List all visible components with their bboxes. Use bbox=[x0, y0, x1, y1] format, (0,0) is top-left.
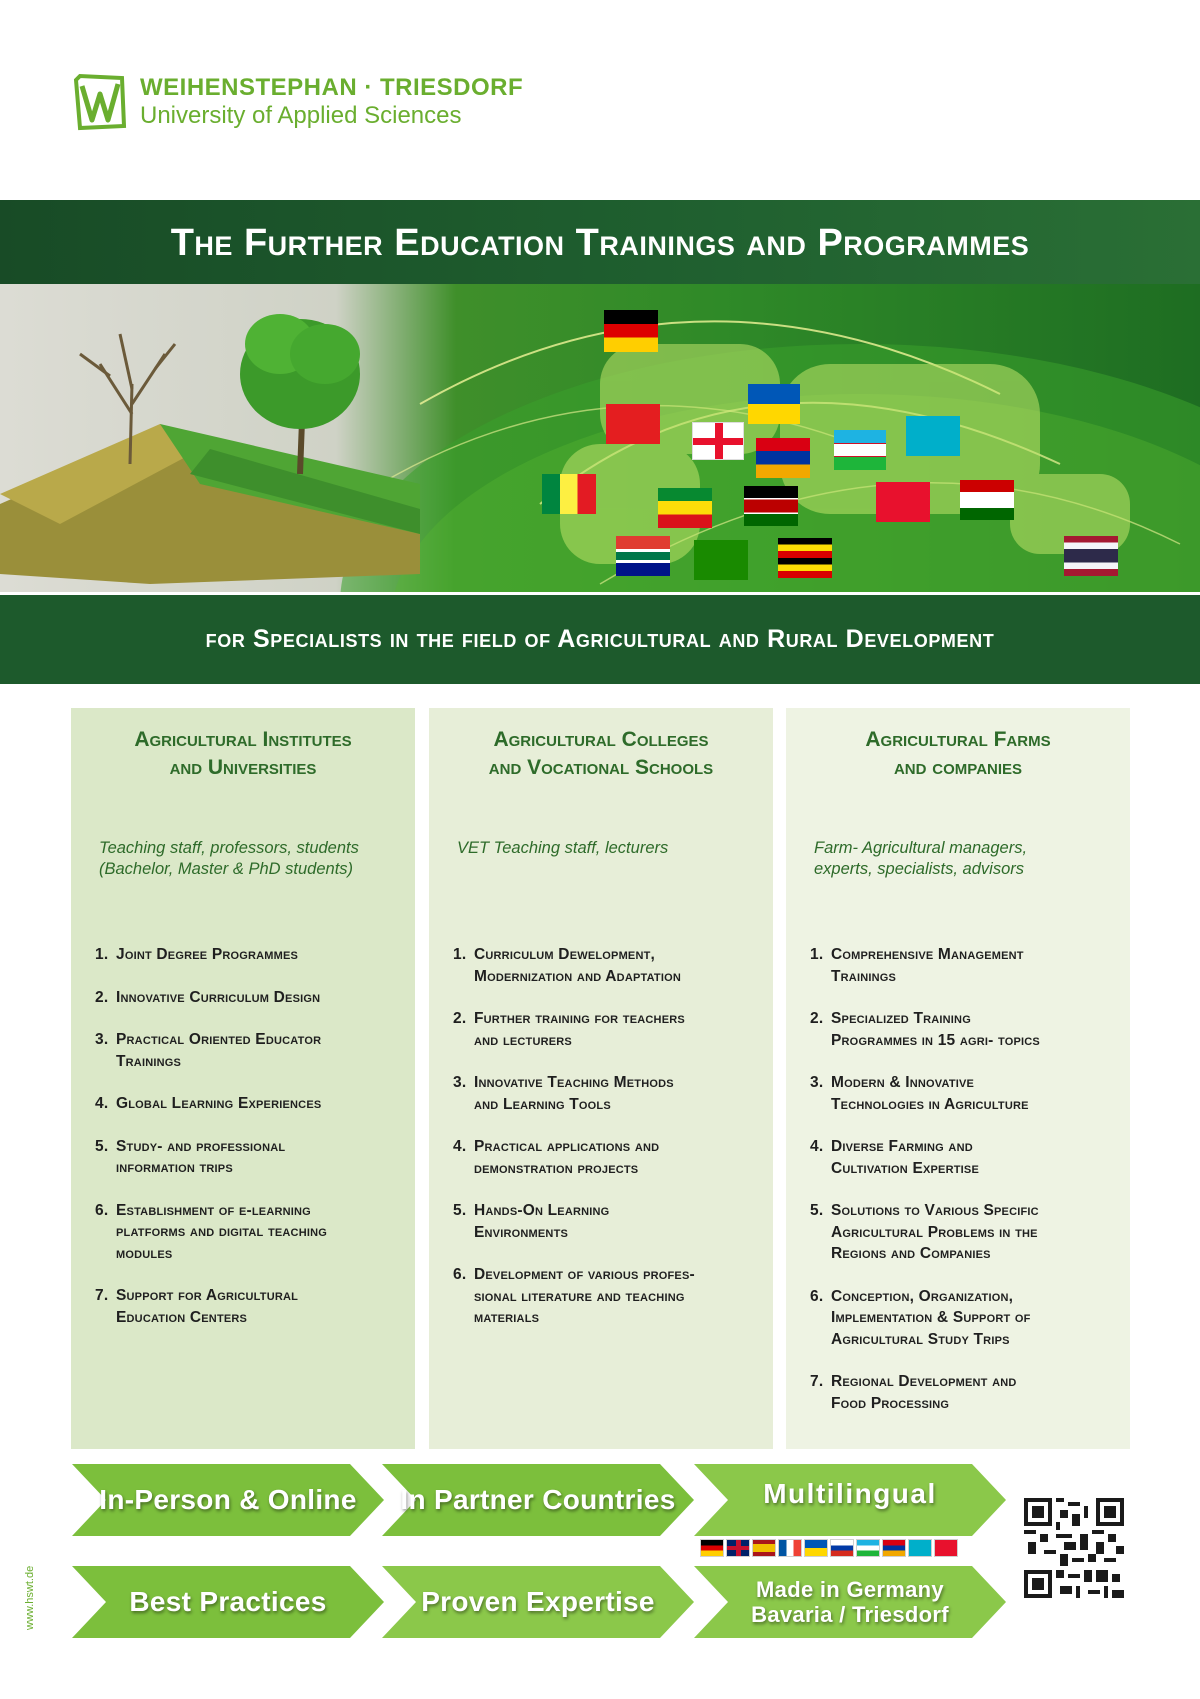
hero-banner bbox=[0, 200, 1200, 684]
list-item: 4. Practical applications and demonstration projects bbox=[453, 1138, 660, 1177]
flag-south-africa bbox=[616, 536, 670, 576]
feature-partner-countries bbox=[382, 1464, 694, 1536]
website-url[interactable]: www.hswt.de bbox=[24, 1565, 36, 1630]
column-title bbox=[810, 726, 1106, 796]
banner-title: The Further Education Trainings and Programmes bbox=[170, 222, 1030, 264]
audience-line: (Bachelor, Master & PhD students) bbox=[99, 860, 354, 878]
flag-uzbekistan bbox=[856, 1539, 880, 1557]
audience-line: Teaching staff, professors, students bbox=[99, 839, 359, 857]
banner-illustration bbox=[0, 284, 1200, 592]
list-item: 4. Global Learning Experiences bbox=[95, 1095, 322, 1112]
feature-best-practices bbox=[72, 1566, 384, 1638]
list-item: 6. Establishment of e-learning platforms and digital teaching modules bbox=[95, 1201, 327, 1262]
qr-code-icon[interactable] bbox=[1024, 1498, 1124, 1598]
flag-germany bbox=[604, 310, 658, 352]
feature-in-person-online bbox=[72, 1464, 384, 1536]
flag-armenia bbox=[882, 1539, 906, 1557]
flag-thailand bbox=[1064, 536, 1118, 576]
feature-label: In-Person & Online bbox=[99, 1484, 357, 1515]
university-logo bbox=[72, 72, 523, 132]
flag-armenia bbox=[756, 438, 810, 478]
feature-multilingual bbox=[694, 1464, 1006, 1536]
list-item: 4. Diverse Farming and Cultivation Expertise bbox=[810, 1138, 979, 1177]
audience-line: Farm- Agricultural managers, bbox=[814, 839, 1028, 857]
flag-uzbekistan bbox=[834, 430, 886, 470]
flag-kyrgyzstan bbox=[934, 1539, 958, 1557]
logo-subtitle: University of Applied Sciences bbox=[140, 102, 462, 129]
feature-made-in-germany bbox=[694, 1566, 1006, 1638]
column-audience bbox=[810, 838, 1106, 944]
list-item: 7. Regional Development and Food Processing bbox=[810, 1373, 1017, 1412]
feature-proven-expertise bbox=[382, 1566, 694, 1638]
list-item: 3. Innovative Teaching Methods and Learning Tools bbox=[453, 1074, 674, 1113]
language-flags bbox=[700, 1539, 960, 1557]
flag-uganda bbox=[778, 538, 832, 578]
column-title-line: and Universities bbox=[169, 756, 317, 779]
banner-title-band bbox=[0, 200, 1200, 284]
flag-kazakhstan bbox=[906, 416, 960, 456]
flag-germany bbox=[700, 1539, 724, 1557]
feature-label: In Partner Countries bbox=[400, 1484, 676, 1515]
programme-list bbox=[453, 944, 749, 1329]
list-item: 5. Study- and professional information trips bbox=[95, 1137, 286, 1176]
column-title-line: Agricultural Institutes bbox=[134, 728, 352, 751]
column-universities bbox=[71, 708, 415, 1449]
flag-united-kingdom bbox=[726, 1539, 750, 1557]
list-item: 1. Curriculum Dewelopment, Modernization and Adaptation bbox=[453, 946, 682, 985]
flag-ukraine bbox=[748, 384, 800, 424]
audience-line: experts, specialists, advisors bbox=[814, 860, 1024, 878]
list-item: 3. Practical Oriented Educator Trainings bbox=[95, 1031, 322, 1070]
audience-line: VET Teaching staff, lecturers bbox=[457, 839, 669, 857]
list-item: 2. Innovative Curriculum Design bbox=[95, 988, 321, 1006]
flag-kyrgyzstan bbox=[876, 482, 930, 522]
made-in-line: Bavaria / Triesdorf bbox=[751, 1602, 949, 1627]
feature-label: Best Practices bbox=[129, 1586, 327, 1617]
list-item: 1. Joint Degree Programmes bbox=[95, 946, 299, 963]
flag-spain bbox=[752, 1539, 776, 1557]
feature-label bbox=[751, 1577, 949, 1627]
flag-tajikistan bbox=[960, 480, 1014, 520]
list-item: 5. Solutions to Various Specific Agricultural Problems in the Regions and Companies bbox=[810, 1202, 1039, 1262]
flag-georgia bbox=[692, 422, 744, 460]
column-farms bbox=[786, 708, 1130, 1449]
feature-label: Multilingual bbox=[763, 1478, 937, 1509]
banner-subtitle: for Specialists in the field of Agricultural and Rural Development bbox=[205, 625, 995, 653]
hswt-logo-icon bbox=[72, 72, 128, 132]
column-audience bbox=[95, 838, 391, 944]
flag-france bbox=[778, 1539, 802, 1557]
list-item: 2. Further training for teachers and lecturers bbox=[453, 1010, 685, 1049]
list-item: 6. Conception, Organization, Implementation & Support of Agricultural Study Trips bbox=[810, 1287, 1031, 1348]
column-title-line: and companies bbox=[893, 756, 1023, 779]
logo-name: WEIHENSTEPHAN · TRIESDORF bbox=[140, 74, 524, 101]
flag-senegal bbox=[542, 474, 596, 514]
column-title bbox=[95, 726, 391, 796]
flag-ukraine bbox=[804, 1539, 828, 1557]
flag-russia bbox=[830, 1539, 854, 1557]
feature-label: Proven Expertise bbox=[421, 1586, 655, 1617]
list-item: 6. Development of various profes- sional literature and teaching materials bbox=[453, 1266, 695, 1326]
programme-list bbox=[810, 944, 1106, 1414]
column-title bbox=[453, 726, 749, 796]
list-item: 5. Hands-On Learning Environments bbox=[453, 1202, 610, 1241]
flag-ethiopia bbox=[658, 488, 712, 528]
column-audience bbox=[453, 838, 749, 944]
column-title-line: Agricultural Colleges bbox=[493, 728, 709, 751]
column-title-line: and Vocational Schools bbox=[488, 756, 714, 779]
column-colleges bbox=[429, 708, 773, 1449]
programme-list bbox=[95, 944, 391, 1328]
flag-albania bbox=[606, 404, 660, 444]
banner-subtitle-band bbox=[0, 592, 1200, 684]
book-tree-globe-illustration bbox=[0, 284, 1200, 592]
list-item: 3. Modern & Innovative Technologies in Agriculture bbox=[810, 1074, 1029, 1113]
list-item: 1. Comprehensive Management Trainings bbox=[810, 946, 1024, 985]
flag-zambia bbox=[694, 540, 748, 580]
column-title-line: Agricultural Farms bbox=[865, 728, 1051, 751]
made-in-line: Made in Germany bbox=[756, 1577, 944, 1602]
list-item: 2. Specialized Training Programmes in 15 agri- topics bbox=[810, 1010, 1040, 1049]
flag-kazakhstan bbox=[908, 1539, 932, 1557]
list-item: 7. Support for Agricultural Education Centers bbox=[95, 1287, 299, 1326]
flag-kenya bbox=[744, 486, 798, 526]
